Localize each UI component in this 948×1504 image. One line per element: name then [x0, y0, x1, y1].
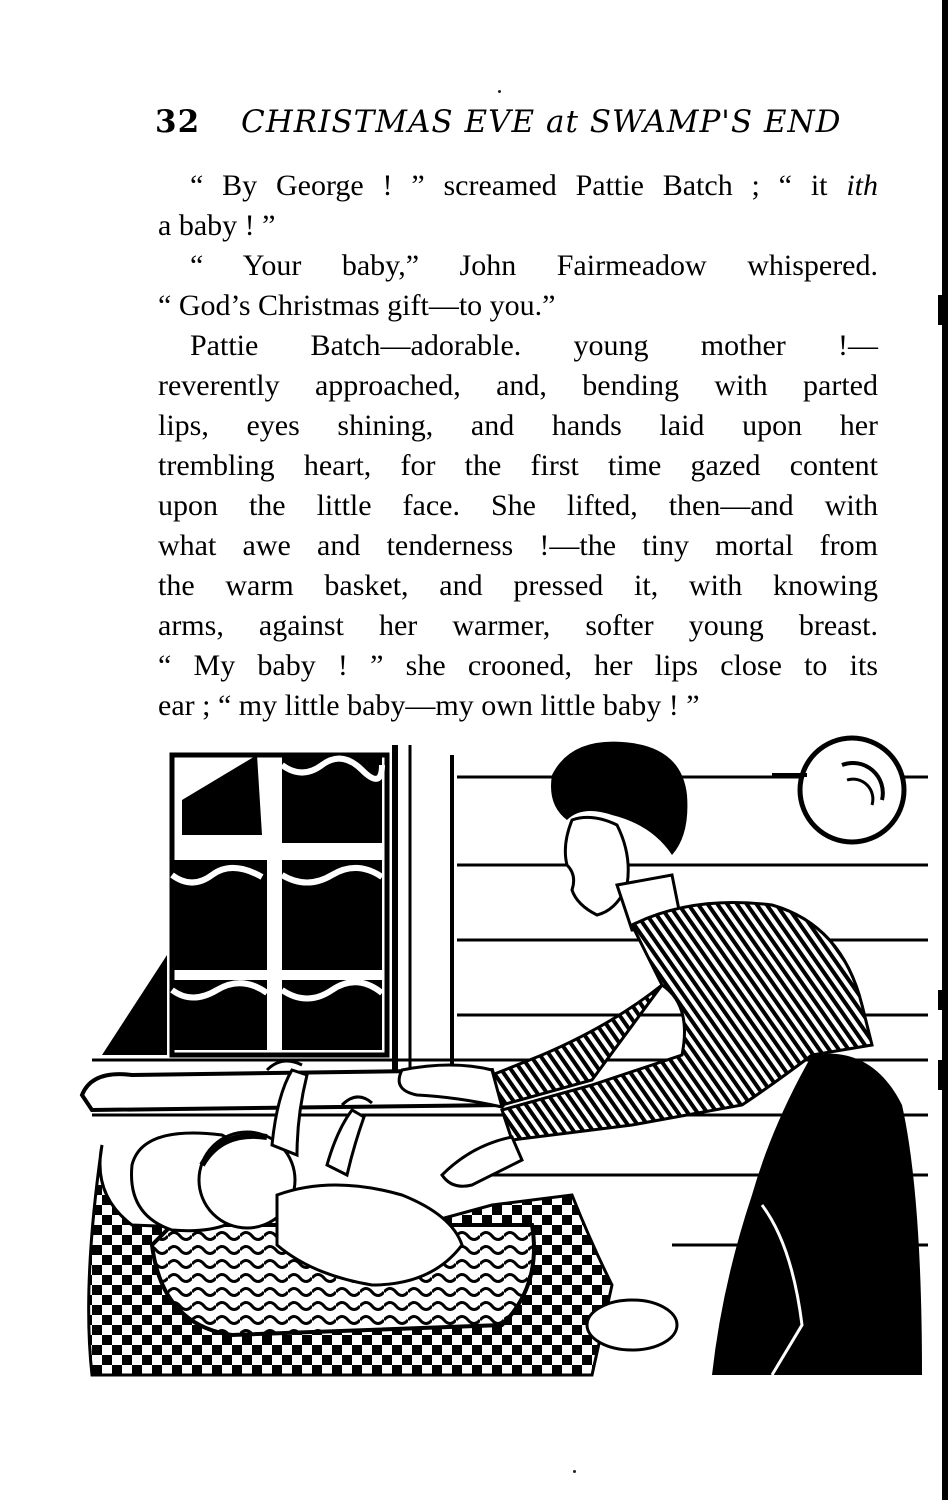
wall-plate — [772, 738, 904, 842]
text-line: arms, against her warmer, softer young breast. — [158, 609, 878, 642]
running-head — [155, 104, 875, 144]
text-line: what awe and tenderness !—the tiny mortal from — [158, 529, 878, 562]
illustration-drawing — [72, 725, 928, 1385]
speck — [573, 1470, 576, 1473]
frosted-window — [102, 745, 452, 1070]
page-edge-shadow — [938, 0, 948, 1500]
body-text — [158, 166, 878, 726]
text-line: “ Your baby,” John Fairmeadow whispered. — [190, 249, 878, 282]
text-line: upon the little face. She lifted, then—and with — [158, 489, 878, 522]
page-number: 32 — [155, 104, 201, 140]
illustration — [72, 725, 928, 1385]
text-line: “ By George ! ” screamed Pattie Batch ; “ it ith — [190, 169, 878, 202]
text-line: a baby ! ” — [158, 209, 276, 242]
running-head-title: CHRISTMAS EVE at SWAMP'S END — [241, 104, 842, 140]
text-line: trembling heart, for the first time gazed content — [158, 449, 878, 482]
text-line: “ My baby ! ” she crooned, her lips close to its — [158, 649, 878, 682]
text-line: lips, eyes shining, and hands laid upon her — [158, 409, 878, 442]
text-line: Pattie Batch—adorable. young mother !— — [190, 329, 878, 362]
text-line: reverently approached, and, bending with parted — [158, 369, 878, 402]
text-line: “ God’s Christmas gift—to you.” — [158, 289, 556, 322]
text-line: ear ; “ my little baby—my own little baby ! ” — [158, 689, 700, 722]
speck — [498, 90, 501, 93]
text-line: the warm basket, and pressed it, with knowing — [158, 569, 878, 602]
